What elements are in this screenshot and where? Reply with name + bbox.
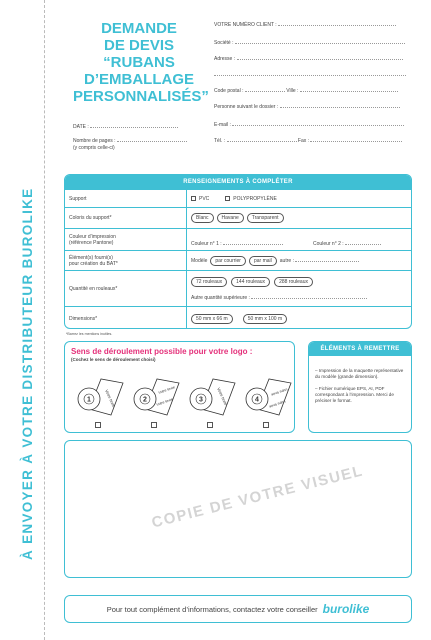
unroll-title: Sens de déroulement possible pour votre logo : xyxy=(71,347,253,356)
model-option[interactable]: par mail xyxy=(249,256,277,266)
footnote: *Barrez les mentions inutiles. xyxy=(66,332,113,336)
contact-label: Personne suivant le dossier : xyxy=(214,104,279,110)
color2-label: Couleur n° 2 : xyxy=(313,241,344,247)
quantity-row xyxy=(65,270,411,306)
roll-number: 2 xyxy=(143,396,147,404)
page-title xyxy=(73,20,209,105)
unroll-subtitle: (Cochez le sens de déroulement choisi) xyxy=(71,357,156,362)
print-color-label xyxy=(65,229,187,250)
title-line: DEMANDE xyxy=(101,20,177,37)
roll-option-4 xyxy=(243,369,295,419)
client-number-label: VOTRE NUMÉRO CLIENT : xyxy=(214,22,277,28)
color-option[interactable]: Transparent xyxy=(247,213,284,223)
other-quantity-field[interactable] xyxy=(191,295,367,301)
roll-option-3 xyxy=(187,369,239,419)
brand-logo: burolike xyxy=(322,602,370,616)
color1-field[interactable] xyxy=(191,241,283,247)
support-option[interactable] xyxy=(225,196,277,202)
roll-text: Votre texte xyxy=(216,386,229,407)
quantity-label: Quantité en rouleaux* xyxy=(65,271,187,306)
model-option[interactable]: par courrier xyxy=(210,256,246,266)
colors-label: Coloris du support* xyxy=(65,208,187,228)
pages-note: (y compris celle-ci) xyxy=(73,145,115,151)
dimension-option[interactable]: 50 mm x 100 m xyxy=(243,314,287,324)
label-line: pour création du BAT* xyxy=(69,260,118,267)
postal-code-field[interactable] xyxy=(214,88,398,94)
color-option[interactable]: Havane xyxy=(217,213,244,223)
address-label: Adresse : xyxy=(214,56,236,62)
client-number-field[interactable] xyxy=(214,22,396,28)
title-line: D’EMBALLAGE xyxy=(84,71,194,88)
contact-field[interactable] xyxy=(214,104,400,110)
label-line: Couleur d’impression xyxy=(69,233,116,240)
roll-text: Votre texte xyxy=(157,385,176,395)
roll-checkbox[interactable] xyxy=(207,422,213,428)
support-label: Support xyxy=(65,190,187,207)
roll-text: Votre texte xyxy=(268,399,287,409)
roll-checkbox[interactable] xyxy=(95,422,101,428)
quantity-option[interactable]: 144 rouleaux xyxy=(231,277,270,287)
pages-field[interactable] xyxy=(73,138,187,144)
elements-header: ÉLÉMENTS À REMETTRE xyxy=(309,342,411,356)
roll-text: Votre texte xyxy=(155,397,174,407)
title-line: “RUBANS xyxy=(103,54,175,71)
elements-item: – Impression de la maquette représentative du modèle (grande dimension). xyxy=(315,368,404,379)
roll-text: Votre texte xyxy=(104,388,117,409)
phone-label: Tél. : xyxy=(214,138,226,144)
watermark: COPIE DE VOTRE VISUEL xyxy=(150,462,366,532)
checkbox-icon xyxy=(225,196,230,201)
label-line: Élément(s) fourni(s) xyxy=(69,254,113,261)
postal-code-label: Code postal : xyxy=(214,88,244,94)
address-field[interactable] xyxy=(214,56,403,62)
color-option[interactable]: Blanc xyxy=(191,213,214,223)
quantity-option[interactable]: 288 rouleaux xyxy=(274,277,313,287)
roll-option-2 xyxy=(131,369,183,419)
cut-line xyxy=(44,0,45,640)
footer-bar xyxy=(64,595,412,623)
dimensions-label: Dimensions* xyxy=(65,307,187,329)
label-line: (référence Pantone) xyxy=(69,239,114,246)
phone-field[interactable] xyxy=(214,138,402,144)
email-label: E-mail : xyxy=(214,122,231,128)
support-option[interactable] xyxy=(191,196,209,202)
checkbox-icon xyxy=(191,196,196,201)
quantity-option[interactable]: 72 rouleaux xyxy=(191,277,227,287)
colors-row xyxy=(65,207,411,228)
date-field[interactable] xyxy=(73,124,178,130)
roll-number: 1 xyxy=(87,396,91,404)
other-field[interactable] xyxy=(280,258,360,264)
dimensions-row xyxy=(65,306,411,329)
info-card xyxy=(64,174,412,329)
pages-label: Nombre de pages : xyxy=(73,138,116,144)
address-line-2[interactable] xyxy=(214,72,406,78)
other-quantity-label: Autre quantité supérieure : xyxy=(191,294,250,301)
model-label: Modèle xyxy=(191,257,208,264)
fax-label: Fax : xyxy=(297,138,310,144)
support-row xyxy=(65,189,411,207)
elements-item: – Fichier numérique EPS, AI, PDF correspondant à l’impression. Merci de préciser le format. xyxy=(315,386,394,403)
roll-checkbox[interactable] xyxy=(151,422,157,428)
unroll-direction-box xyxy=(64,341,295,433)
footer-text: Pour tout complément d’informations, contactez votre conseiller xyxy=(106,604,318,614)
roll-text: Votre texte xyxy=(270,387,289,397)
date-label: DATE : xyxy=(73,124,89,130)
roll-number: 4 xyxy=(255,396,259,404)
option-label: PVC xyxy=(199,195,210,202)
option-label: POLYPROPYLÈNE xyxy=(233,195,277,202)
elements-label xyxy=(65,251,187,270)
color1-label: Couleur n° 1 : xyxy=(191,241,222,247)
roll-number: 3 xyxy=(199,396,203,404)
elements-box xyxy=(308,341,412,433)
side-instruction: À ENVOYER À VOTRE DISTRIBUTEUR BUROLIKE xyxy=(20,187,35,560)
company-field[interactable] xyxy=(214,40,405,46)
dimension-option[interactable]: 50 mm x 66 m xyxy=(191,314,233,324)
company-label: Société : xyxy=(214,40,234,46)
other-label: autre : xyxy=(279,257,294,264)
print-color-row xyxy=(65,228,411,250)
roll-option-1 xyxy=(75,369,127,419)
elements-row xyxy=(65,250,411,270)
title-line: DE DEVIS xyxy=(103,37,175,54)
color2-field[interactable] xyxy=(313,241,381,247)
city-label: Ville : xyxy=(286,88,299,94)
title-line: PERSONNALISÉS” xyxy=(73,88,209,105)
roll-checkbox[interactable] xyxy=(263,422,269,428)
email-field[interactable] xyxy=(214,122,404,128)
card-header: RENSEIGNEMENTS À COMPLÉTER xyxy=(65,175,411,189)
